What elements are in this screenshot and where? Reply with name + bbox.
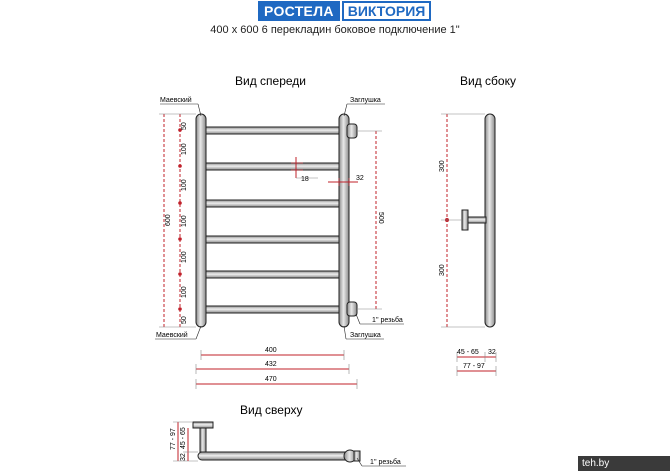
dim-height-total: 600: [165, 214, 172, 226]
callout-mayevsky-top: Маевский: [160, 97, 192, 104]
top-flange: [193, 422, 213, 428]
dim-segment: 100: [181, 286, 188, 298]
rung: [202, 306, 344, 313]
dim-top-pipe: 32: [180, 453, 187, 461]
callout-plug-bottom: Заглушка: [350, 332, 381, 339]
product-subtitle: 400 x 600 6 перекладин боковое подключение 1": [210, 24, 460, 36]
callout-plug-top: Заглушка: [350, 97, 381, 104]
dim-height-500: 500: [377, 212, 384, 224]
dim-side-depth: 77 - 97: [463, 363, 485, 370]
rung: [202, 271, 344, 278]
model-label: ВИКТОРИЯ: [342, 1, 432, 21]
top-bracket: [200, 426, 206, 452]
watermark: [578, 456, 670, 471]
side-flange: [462, 210, 468, 230]
right-pipe: [339, 114, 349, 327]
dim-segment: 100: [181, 143, 188, 155]
front-view-title: Вид спереди: [235, 74, 307, 88]
dim-segment: 50: [181, 316, 188, 324]
dim-side-offset: 45 - 65: [457, 349, 479, 356]
connection-bottom: [347, 302, 357, 316]
left-pipe: [196, 114, 206, 327]
front-view: [155, 96, 404, 389]
side-view: [439, 114, 496, 376]
rung: [202, 163, 344, 170]
dim-side-upper: 300: [439, 160, 446, 172]
rung: [202, 127, 344, 134]
dim-top-offset: 45 - 65: [180, 427, 187, 449]
rung: [202, 200, 344, 207]
dim-segment: 100: [181, 215, 188, 227]
callout-mayevsky-bottom: Маевский: [156, 332, 188, 339]
watermark-text: teh.by: [582, 458, 610, 469]
callout-thread-front: 1'' резьба: [372, 317, 403, 324]
dim-segment: 100: [181, 251, 188, 263]
top-view-title: Вид сверху: [240, 403, 303, 417]
dim-pipe-dia: 32: [356, 175, 364, 182]
dim-side-pipe: 32: [488, 349, 496, 356]
dim-width-400: 400: [265, 347, 277, 354]
dim-segment: 50: [181, 122, 188, 130]
top-view: [170, 422, 406, 466]
dim-width-470: 470: [265, 376, 277, 383]
brand-label: РОСТЕЛА: [258, 1, 340, 21]
rung: [202, 236, 344, 243]
side-bracket: [468, 217, 486, 223]
callout-thread-top: 1'' резьба: [370, 459, 401, 466]
top-thread: [354, 451, 360, 461]
top-bar: [198, 452, 350, 460]
connection-top: [347, 124, 357, 138]
dim-segment: 100: [181, 179, 188, 191]
dim-side-lower: 300: [439, 264, 446, 276]
side-view-title: Вид сбоку: [460, 74, 516, 88]
dim-rung-dia: 18: [301, 176, 309, 183]
dim-top-depth: 77 - 97: [170, 428, 177, 450]
dim-width-432: 432: [265, 361, 277, 368]
